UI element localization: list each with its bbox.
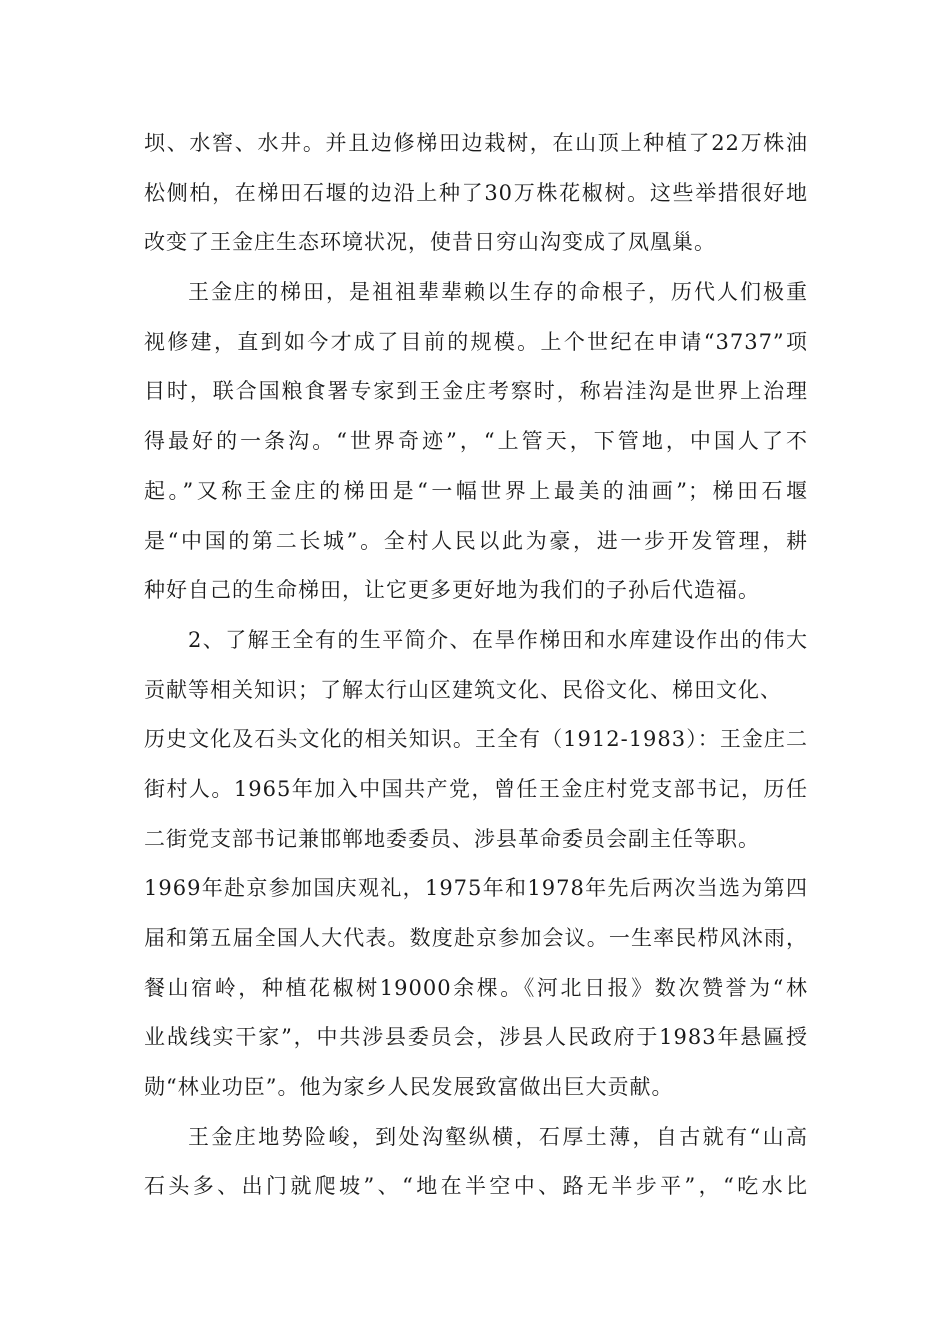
text-line: 勋“林业功臣”。他为家乡人民发展致富做出巨大贡献。 bbox=[144, 1075, 674, 1100]
body-text bbox=[144, 119, 808, 1212]
text-line: 王金庄的梯田，是祖祖辈辈赖以生存的命根子，历代人们极重 bbox=[188, 280, 808, 305]
text-line: 视修建，直到如今才成了目前的规模。上个世纪在申请“3737”项 bbox=[144, 329, 808, 354]
text-line: 历史文化及石头文化的相关知识。王全有（1912-1983）：王金庄二 bbox=[144, 727, 808, 752]
text-line: 改变了王金庄生态环境状况，使昔日穷山沟变成了凤凰巢。 bbox=[144, 230, 716, 255]
text-line: 目时，联合国粮食署专家到王金庄考察时，称岩洼沟是世界上治理 bbox=[144, 379, 808, 404]
text-line: 种好自己的生命梯田，让它更多更好地为我们的子孙后代造福。 bbox=[144, 578, 760, 603]
text-line: 坝、水窖、水井。并且边修梯田边栽树，在山顶上种植了22万株油 bbox=[144, 131, 808, 155]
text-line: 得最好的一条沟。“世界奇迹”，“上管天，下管地，中国人了不 bbox=[144, 429, 808, 454]
text-line: 餐山宿岭，种植花椒树19000余棵。《河北日报》数次赞誉为“林 bbox=[144, 975, 808, 1000]
text-line: 起。”又称王金庄的梯田是“一幅世界上最美的油画”；梯田石堰 bbox=[144, 478, 808, 503]
text-line: 是“中国的第二长城”。全村人民以此为豪，进一步开发管理，耕 bbox=[144, 528, 808, 553]
text-line: 街村人。1965年加入中国共产党，曾任王金庄村党支部书记，历任 bbox=[144, 776, 808, 801]
text-line: 业战线实干家”，中共涉县委员会，涉县人民政府于1983年悬匾授 bbox=[144, 1025, 808, 1050]
text-line: 二街党支部书记兼邯郸地委委员、涉县革命委员会副主任等职。 bbox=[144, 826, 760, 851]
text-line: 王金庄地势险峻，到处沟壑纵横，石厚土薄，自古就有“山高 bbox=[188, 1124, 808, 1149]
text-line: 石头多、出门就爬坡”、“地在半空中、路无半步平”，“吃水比 bbox=[144, 1174, 808, 1199]
text-line: 2、了解王全有的生平简介、在旱作梯田和水库建设作出的伟大 bbox=[188, 627, 808, 652]
text-line: 届和第五届全国人大代表。数度赴京参加会议。一生率民栉风沐雨， bbox=[144, 926, 808, 950]
text-line: 贡献等相关知识；了解太行山区建筑文化、民俗文化、梯田文化、 bbox=[144, 677, 782, 702]
text-line: 松侧柏，在梯田石堰的边沿上种了30万株花椒树。这些举措很好地 bbox=[144, 180, 808, 205]
text-line: 1969年赴京参加国庆观礼，1975年和1978年先后两次当选为第四 bbox=[144, 876, 808, 901]
